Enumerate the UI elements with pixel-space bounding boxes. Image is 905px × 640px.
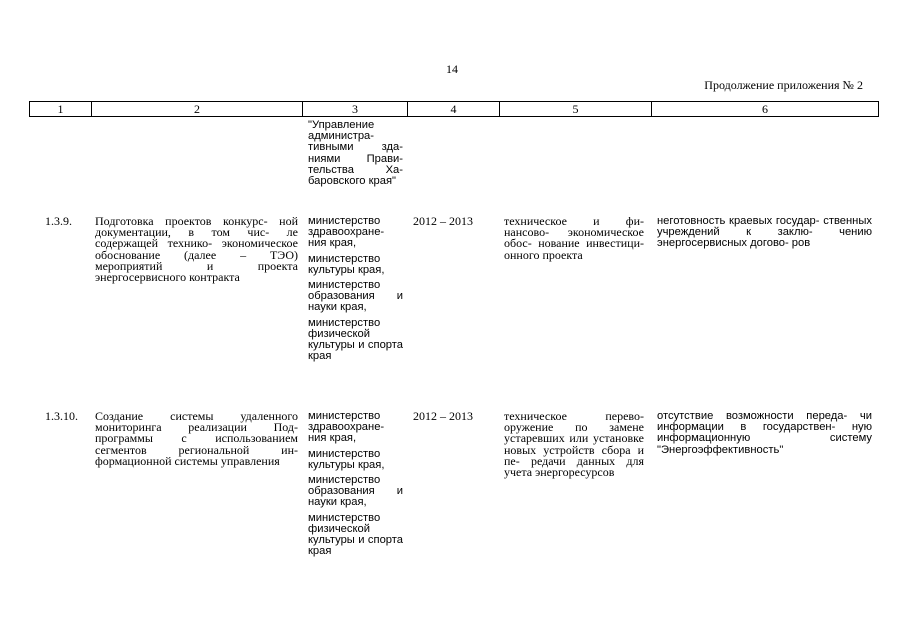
executor-item: министерство образования и науки края, [308, 474, 403, 509]
risk-description: отсутствие возможности переда- чи информации в государствен- ную информационную систему "Энергоэффективность" [657, 410, 872, 456]
column-header-3: 3 [303, 102, 408, 117]
row-number: 1.3.9. [45, 214, 72, 228]
risk-description: неготовность краевых государ- ственных учреждений к заклю- чению энергосервисных догово- ров [657, 215, 872, 250]
executor-list [308, 411, 403, 561]
column-header-2: 2 [92, 102, 303, 117]
executor-item: министерство образования и науки края, [308, 279, 403, 314]
executor-item: министерство культуры края, [308, 447, 385, 471]
period: 2012 – 2013 [413, 214, 473, 228]
executor-item: министерство физической культуры и спорта края [308, 511, 403, 558]
page-number: 14 [446, 62, 458, 76]
column-number-header [29, 101, 879, 117]
expected-result: техническое перево- оружение по замене устаревших или установке новых устройств сбора и пе- редачи данных для учета энергоресурсов [504, 409, 644, 480]
executor-item: министерство физической культуры и спорта края [308, 316, 403, 363]
column-header-5: 5 [500, 102, 652, 117]
continuation-label: Продолжение приложения № 2 [704, 78, 863, 92]
executor-item: министерство здравоохране- ния края, [308, 215, 385, 250]
expected-result: техническое и фи- нансово- экономическое обос- нование инвестици- онного проекта [504, 214, 644, 262]
row-number: 1.3.10. [45, 409, 78, 423]
executor-list [308, 216, 403, 366]
column-header-1: 1 [30, 102, 92, 117]
column-header-6: 6 [652, 102, 879, 117]
measure-name: Создание системы удаленного мониторинга реализации Под- программы с использованием сегментов региональной ин- формационной системы управления [95, 409, 298, 468]
executor-item: министерство здравоохране- ния края, [308, 410, 385, 445]
measure-name: Подготовка проектов конкурс- ной документации, в том чис- ле содержащей технико- экономическое обоснование (далее – ТЭО) мероприятий и проекта энергосервисного контракта [95, 214, 298, 285]
period: 2012 – 2013 [413, 409, 473, 423]
executor-item: министерство культуры края, [308, 252, 385, 276]
column-header-4: 4 [408, 102, 500, 117]
carryover-executor: "Управление администра- тивными зда- ниями Прави- тельства Ха- баровского края" [308, 119, 403, 188]
